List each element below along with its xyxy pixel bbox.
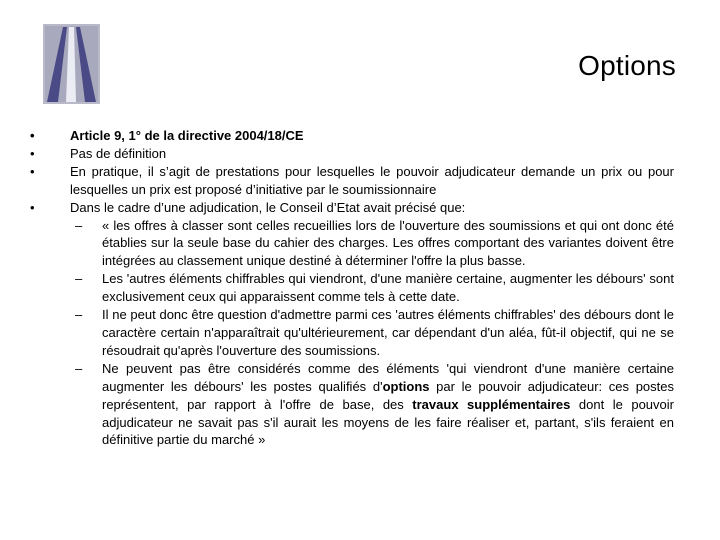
sub-item: – « les offres à classer sont celles recueillies lors de l'ouverture des soumissions et qui ont donc été établies sur la seule base du cahier des charges. Les offres comportant des variantes doivent être intégrées au classement unique destiné à déterminer l'offre la plus basse. xyxy=(70,217,674,271)
sub-item: – Les 'autres éléments chiffrables qui viendront, d'une manière certaine, augmenter les débours' sont exclusivement ceux qui apparaissent comme tels à cette date. xyxy=(70,270,674,306)
bullet-item-text: Dans le cadre d’une adjudication, le Conseil d’Etat avait précisé que: xyxy=(70,199,466,215)
bullet-item-with-subitems xyxy=(30,199,674,450)
page-title: Options xyxy=(578,50,676,81)
sub-item xyxy=(70,360,674,450)
sub-list xyxy=(70,217,674,450)
sub-item-text: dont le pouvoir adjudicateur ne savait pas s'il aurait les moyens de les faire réaliser et, partant, s'ils feraient en définitive partie du marché » xyxy=(102,396,674,448)
sub-item: – Il ne peut donc être question d'admettre parmi ces 'autres éléments chiffrables' des débours dont le caractère certain n'apparaîtrait qu'ultérieurement, car dépendant d'un aléa, fût-il objectif, qui ne se résoudrait qu'après l'ouverture des soumissions. xyxy=(70,306,674,360)
logo xyxy=(43,24,100,104)
bullet-list xyxy=(30,127,674,449)
sub-item-text: Ne peuvent pas être considérés comme des éléments 'qui viendront d'une manière certaine augmenter les débours' les postes qualifiés d' xyxy=(102,360,674,394)
emphasis-travaux-supplementaires: travaux supplémentaires xyxy=(412,396,571,412)
bullet-item: • Pas de définition xyxy=(30,145,674,163)
bullet-item: • Article 9, 1° de la directive 2004/18/CE xyxy=(30,127,674,145)
bullet-item: • En pratique, il s’agit de prestations pour lesquelles le pouvoir adjudicateur demande un prix ou pour lesquelles un prix est proposé d’initiative par le soumissionnaire xyxy=(30,163,674,199)
slide-body xyxy=(30,127,674,449)
sub-item-text: par le pouvoir adjudicateur: ces postes représentent, par rapport à l'offre de base, des xyxy=(102,378,675,412)
stylized-road-lines-logo-icon xyxy=(43,24,100,104)
emphasis-options: options xyxy=(382,378,430,394)
